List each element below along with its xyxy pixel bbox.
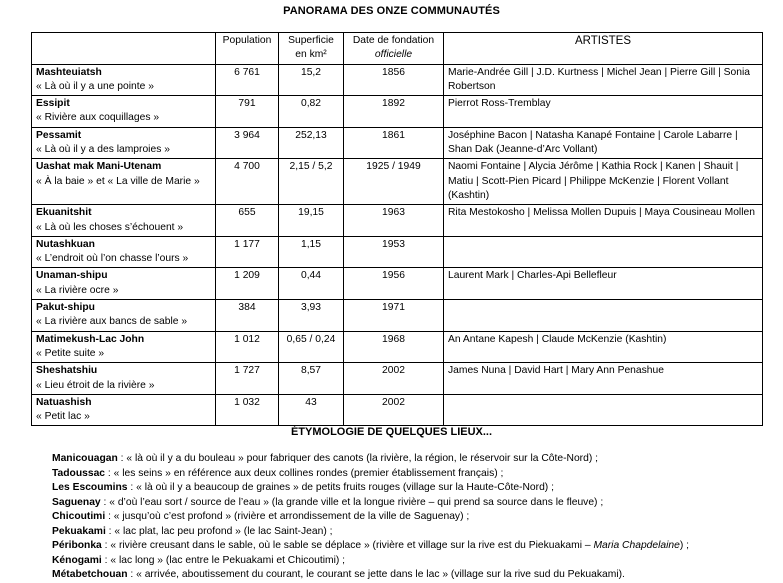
population-cell: 655 (216, 205, 279, 237)
area-cell: 1,15 (279, 236, 344, 268)
header-community (32, 33, 216, 65)
area-cell: 15,2 (279, 64, 344, 96)
artists-cell: An Antane Kapesh | Claude McKenzie (Kashtin) (444, 331, 763, 363)
community-meaning: « Petit lac » (36, 411, 90, 423)
etymology-entry (52, 554, 772, 569)
etymology-after: ) ; (679, 540, 690, 551)
community-name: Matimekush-Lac John (36, 333, 145, 345)
table-row (32, 64, 763, 96)
area-cell: 0,82 (279, 96, 344, 128)
community-name: Sheshatshiu (36, 365, 98, 377)
header-area-line2: en km² (295, 49, 327, 61)
table-row (32, 363, 763, 395)
population-cell: 1 177 (216, 236, 279, 268)
area-cell: 43 (279, 394, 344, 426)
area-cell: 0,44 (279, 268, 344, 300)
table-body (32, 64, 763, 426)
community-meaning: « Petite suite » (36, 347, 105, 359)
date-cell: 1971 (344, 300, 444, 332)
community-cell (32, 300, 216, 332)
artists-cell: Pierrot Ross-Tremblay (444, 96, 763, 128)
date-cell: 1861 (344, 127, 444, 159)
header-date-line2: officielle (374, 49, 413, 61)
area-cell: 3,93 (279, 300, 344, 332)
date-cell: 1968 (344, 331, 444, 363)
etymology-entry (52, 481, 772, 496)
table-row (32, 268, 763, 300)
community-meaning: « À la baie » et « La ville de Marie » (36, 175, 200, 187)
area-cell: 252,13 (279, 127, 344, 159)
area-cell: 19,15 (279, 205, 344, 237)
community-name: Pakut-shipu (36, 302, 95, 314)
artists-cell: Marie-Andrée Gill | J.D. Kurtness | Michel Jean | Pierre Gill | Sonia Robertson (444, 64, 763, 96)
artists-cell: Joséphine Bacon | Natasha Kanapé Fontaine | Carole Labarre | Shan Dak (Jeanne-d’Arc Vollant) (444, 127, 763, 159)
date-cell: 1956 (344, 268, 444, 300)
table-row (32, 300, 763, 332)
page-title: PANORAMA DES ONZE COMMUNAUTÉS (283, 5, 500, 17)
table-header-row (32, 33, 763, 65)
etymology-entry (52, 525, 772, 540)
population-cell: 1 727 (216, 363, 279, 395)
community-cell (32, 127, 216, 159)
etymology-entry (52, 568, 772, 583)
population-cell: 384 (216, 300, 279, 332)
etymology-entry (52, 467, 772, 482)
community-cell (32, 363, 216, 395)
etymology-term: Chicoutimi (52, 511, 106, 522)
community-name: Mashteuiatsh (36, 66, 102, 78)
etymology-text: : « là où il y a du bouleau » pour fabriquer des canots (la rivière, la région, le réservoir sur la Côte-Nord) ; (117, 453, 598, 464)
community-meaning: « Là où les choses s’échouent » (36, 221, 184, 233)
community-meaning: « La rivière aux bancs de sable » (36, 316, 188, 328)
community-name: Ekuanitshit (36, 207, 92, 219)
area-cell: 0,65 / 0,24 (279, 331, 344, 363)
date-cell: 1892 (344, 96, 444, 128)
etymology-entry (52, 510, 772, 525)
table-row (32, 159, 763, 205)
etymology-term: Kénogami (52, 554, 102, 566)
date-cell: 1963 (344, 205, 444, 237)
etymology-term: Manicouagan (52, 453, 118, 464)
community-name: Unaman-shipu (36, 270, 108, 282)
community-cell (32, 236, 216, 268)
community-meaning: « Là où il y a des lamproies » (36, 144, 170, 156)
community-cell (32, 96, 216, 128)
community-name: Natuashish (36, 396, 92, 408)
communities-table (31, 32, 763, 426)
header-area (279, 33, 344, 65)
community-meaning: « Lieu étroit de la rivière » (36, 379, 155, 391)
etymology-title: ÉTYMOLOGIE DE QUELQUES LIEUX... (290, 426, 493, 438)
header-date-line1: Date de fondation (352, 35, 435, 46)
date-cell: 2002 (344, 363, 444, 395)
area-cell: 2,15 / 5,2 (279, 159, 344, 205)
community-meaning: « L’endroit où l’on chasse l’ours » (36, 253, 189, 265)
etymology-term: Saguenay (52, 496, 101, 508)
population-cell: 1 032 (216, 394, 279, 426)
date-cell: 1856 (344, 64, 444, 96)
artists-cell (444, 300, 763, 332)
artists-cell (444, 394, 763, 426)
etymology-text: : « lac long » (lac entre le Pekuakami et Chicoutimi) ; (101, 554, 346, 566)
etymology-term: Tadoussac (52, 467, 106, 479)
date-cell: 2002 (344, 394, 444, 426)
header-area-line1: Superficie (288, 35, 334, 46)
population-cell: 1 012 (216, 331, 279, 363)
community-meaning: « Rivière aux coquillages » (36, 112, 160, 124)
date-cell: 1925 / 1949 (344, 159, 444, 205)
area-cell: 8,57 (279, 363, 344, 395)
population-cell: 4 700 (216, 159, 279, 205)
table-row (32, 96, 763, 128)
table-row (32, 394, 763, 426)
community-name: Uashat mak Mani-Utenam (36, 161, 162, 173)
community-cell (32, 64, 216, 96)
community-meaning: « La rivière ocre » (36, 284, 119, 296)
etymology-italic: Maria Chapdelaine (593, 540, 680, 551)
etymology-text: : « rivière creusant dans le sable, où le sable se déplace » (rivière et village sur la rive est du Piekuakami – (101, 540, 594, 551)
etymology-term: Les Escoumins (52, 482, 128, 493)
community-cell (32, 159, 216, 205)
community-meaning: « Là où il y a une pointe » (36, 80, 154, 92)
date-cell: 1953 (344, 236, 444, 268)
etymology-text: : « d’où l’eau sort / source de l’eau » (la grande ville et la longue rivière – qui prend sa source dans le fleuve) ; (100, 496, 604, 508)
artists-cell: Naomi Fontaine | Alycia Jérôme | Kathia Rock | Kanen | Shauit | Matiu | Scott-Pien Picard | Philippe McKenzie | Florent Vollant (Kashtin) (444, 159, 763, 205)
etymology-text: : « lac plat, lac peu profond » (le lac Saint-Jean) ; (105, 525, 333, 537)
etymology-text: : « là où il y a beaucoup de graines » de petits fruits rouges (village sur la Haute-Côte-Nord) ; (127, 482, 554, 493)
population-cell: 1 209 (216, 268, 279, 300)
table-row (32, 331, 763, 363)
community-name: Essipit (36, 98, 70, 110)
table-row (32, 205, 763, 237)
community-name: Nutashkuan (36, 238, 95, 250)
population-cell: 791 (216, 96, 279, 128)
artists-cell: James Nuna | David Hart | Mary Ann Penashue (444, 363, 763, 395)
table-row (32, 127, 763, 159)
etymology-list (52, 452, 772, 583)
community-cell (32, 331, 216, 363)
header-population: Population (216, 33, 279, 65)
table-row (32, 236, 763, 268)
artists-cell: Laurent Mark | Charles-Api Bellefleur (444, 268, 763, 300)
community-cell (32, 394, 216, 426)
community-cell (32, 205, 216, 237)
etymology-term: Métabetchouan (52, 569, 128, 580)
etymology-text: : « jusqu’où c’est profond » (rivière et arrondissement de la ville de Saguenay) ; (105, 511, 470, 522)
etymology-text: : « arrivée, aboutissement du courant, le courant se jette dans le lac » (village sur la rive sud du Pekuakami). (127, 569, 625, 580)
etymology-entry (52, 496, 772, 511)
community-name: Pessamit (36, 129, 82, 141)
etymology-entry (52, 452, 772, 467)
header-artists: ARTISTES (444, 33, 763, 65)
header-date (344, 33, 444, 65)
etymology-term: Péribonka (52, 540, 102, 551)
community-cell (32, 268, 216, 300)
population-cell: 3 964 (216, 127, 279, 159)
population-cell: 6 761 (216, 64, 279, 96)
artists-cell: Rita Mestokosho | Melissa Mollen Dupuis | Maya Cousineau Mollen (444, 205, 763, 237)
etymology-entry (52, 539, 772, 554)
etymology-term: Pekuakami (52, 525, 106, 537)
artists-cell (444, 236, 763, 268)
etymology-text: : « les seins » en référence aux deux collines rondes (premier établissement français) ; (105, 467, 504, 479)
